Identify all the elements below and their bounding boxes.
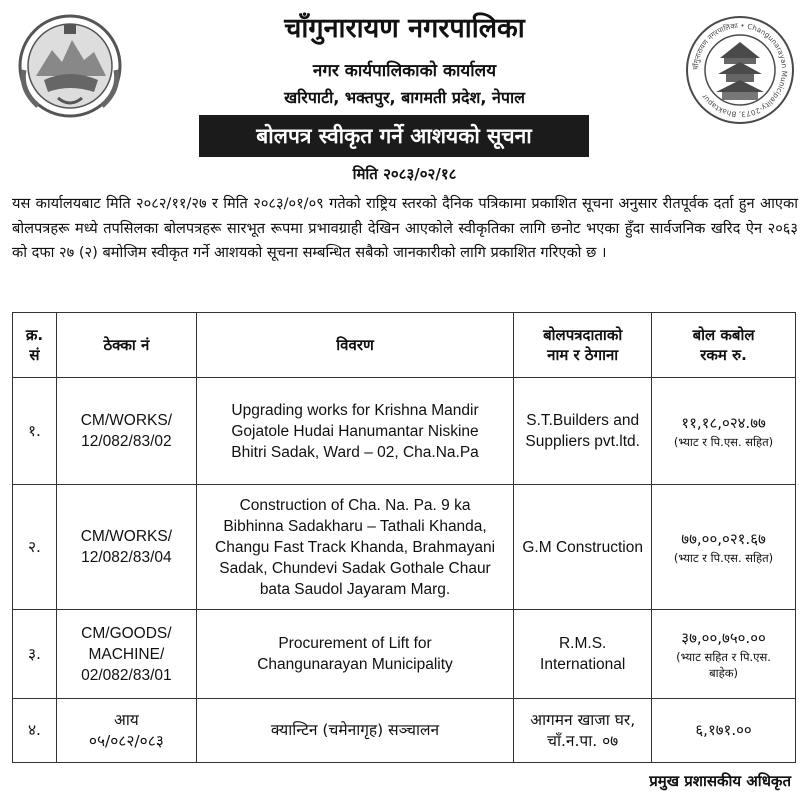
row-description: Construction of Cha. Na. Pa. 9 ka Bibhinna Sadakharu – Tathali Khanda, Changu Fast Track Khanda, Brahmayani Sadak, Chundevi Sadak Gothale Chaur bata Saudol Jayaram Marg. <box>196 485 513 610</box>
header-sn: क्र. सं <box>13 313 57 378</box>
notice-header <box>0 0 809 183</box>
row-amount: ७७,००,०२१.६७ (भ्याट र पि.एस. सहित) <box>652 485 796 610</box>
table-row <box>13 378 796 485</box>
row-contract: CM/GOODS/ MACHINE/ 02/082/83/01 <box>56 610 196 699</box>
notice-title-banner: बोलपत्र स्वीकृत गर्ने आशयको सूचना <box>199 115 589 157</box>
row-bidder: आगमन खाजा घर, चाँ.न.पा. ०७ <box>514 699 652 763</box>
header-description: विवरण <box>196 313 513 378</box>
municipality-name: चाँगुनारायण नगरपालिका <box>284 13 525 44</box>
row-description: Upgrading works for Krishna Mandir Gojatole Hudai Hanumantar Niskine Bhitri Sadak, Ward – 02, Cha.Na.Pa <box>196 378 513 485</box>
row-bidder: S.T.Builders and Suppliers pvt.ltd. <box>514 378 652 485</box>
notice-paragraph: यस कार्यालयबाट मिति २०८२/११/२७ र मिति २०८३/०१/०९ गतेको राष्ट्रिय स्तरको दैनिक पत्रिकामा प्रकाशित सूचना अनुसार रीतपूर्वक दर्ता हुन आएका बोलपत्रहरू मध्ये तपसिलका बोलपत्रहरू सारभूत रूपमा प्रभावग्राही देखिन आएकोले स्वीकृतिका लागि छनोट भएका हुँदा सार्वजनिक खरिद ऐन २०६३ को दफा २७ (२) बमोजिम स्वीकृत गर्ने आशयको सूचना सम्बन्धित सबैको जानकारीको लागि प्रकाशित गरिएको छ । <box>12 195 798 261</box>
notice-date: मिति २०८३/०२/१८ <box>352 165 457 183</box>
row-amount: ६,१७१.०० <box>652 699 796 763</box>
table-row <box>13 485 796 610</box>
row-sn: १. <box>13 378 57 485</box>
office-name: नगर कार्यपालिकाको कार्यालय <box>312 61 497 81</box>
signatory-title: प्रमुख प्रशासकीय अधिकृत <box>649 772 791 790</box>
header-bidder: बोलपत्रदाताको नाम र ठेगाना <box>514 313 652 378</box>
row-sn: २. <box>13 485 57 610</box>
table-row <box>13 610 796 699</box>
row-bidder: R.M.S. International <box>514 610 652 699</box>
office-address: खरिपाटी, भक्तपुर, बागमती प्रदेश, नेपाल <box>284 88 525 107</box>
table-row <box>13 699 796 763</box>
seal-text: चाँगुनारायण नगरपालिका • Changunarayan Municipality-2073, Bhaktapur <box>690 20 790 120</box>
table-header-row <box>13 313 796 378</box>
row-amount: ३७,००,७५०.०० (भ्याट सहित र पि.एस. बाहेक) <box>652 610 796 699</box>
row-contract: आय ०५/०८२/०८३ <box>56 699 196 763</box>
row-description: Procurement of Lift for Changunarayan Municipality <box>196 610 513 699</box>
row-sn: ४. <box>13 699 57 763</box>
row-sn: ३. <box>13 610 57 699</box>
row-contract: CM/WORKS/ 12/082/83/02 <box>56 378 196 485</box>
municipality-seal-icon <box>684 14 796 126</box>
row-contract: CM/WORKS/ 12/082/83/04 <box>56 485 196 610</box>
header-contract: ठेक्का नं <box>56 313 196 378</box>
header-amount: बोल कबोल रकम रु. <box>652 313 796 378</box>
row-amount: ११,१८,०२४.७७ (भ्याट र पि.एस. सहित) <box>652 378 796 485</box>
row-description: क्यान्टिन (चमेनागृह) सञ्चालन <box>196 699 513 763</box>
bid-table <box>12 312 796 763</box>
row-bidder: G.M Construction <box>514 485 652 610</box>
